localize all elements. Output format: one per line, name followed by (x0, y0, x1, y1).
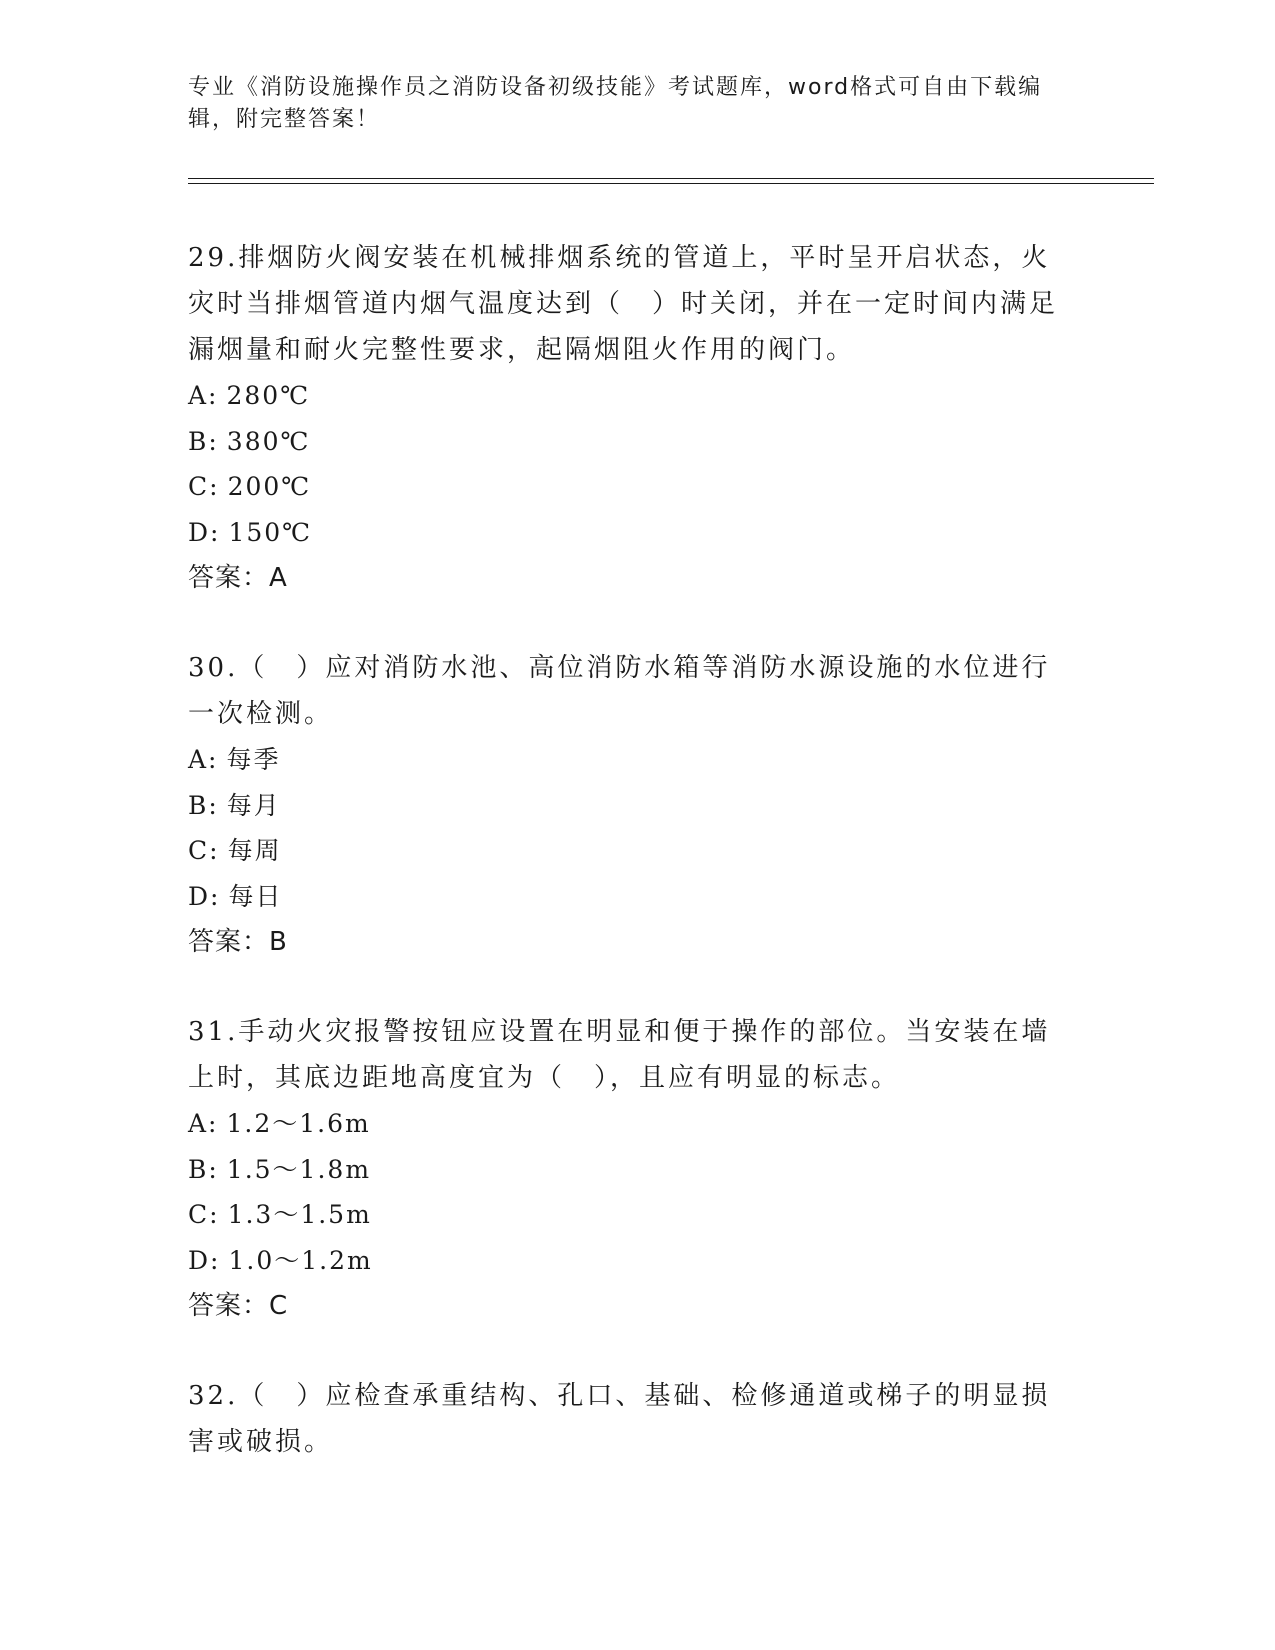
option-letter: A: (188, 1109, 219, 1138)
option-text: 每日 (228, 881, 283, 911)
option-letter: C: (188, 472, 220, 501)
option-letter: C: (188, 1200, 220, 1229)
answer-line: 答案：C (188, 1291, 289, 1321)
option-letter: D: (188, 517, 221, 547)
option-d (188, 510, 1078, 556)
question-stem: 31.手动火灾报警按钮应设置在明显和便于操作的部位。当安装在墙上时，其底边距地高度宜为（ ），且应有明显的标志。 (188, 1017, 1051, 1093)
question-29 (188, 235, 1078, 601)
option-text: 150℃ (228, 517, 313, 547)
option-text: 1.3～1.5m (227, 1200, 372, 1229)
option-d (188, 874, 1078, 920)
question-stem: 32.（ ）应检查承重结构、孔口、基础、检修通道或梯子的明显损害或破损。 (188, 1381, 1051, 1457)
option-text: 每季 (226, 745, 281, 774)
option-a (188, 1101, 1078, 1147)
option-text: 每月 (226, 790, 281, 820)
option-letter: A: (188, 745, 219, 774)
question-stem: 30.（ ）应对消防水池、高位消防水箱等消防水源设施的水位进行一次检测。 (188, 653, 1051, 729)
option-c (188, 464, 1078, 510)
option-text: 每周 (227, 836, 282, 865)
question-30 (188, 645, 1078, 965)
option-letter: B: (188, 790, 219, 820)
option-c (188, 828, 1078, 874)
option-letter: B: (188, 1154, 219, 1184)
option-text: 1.2～1.6m (226, 1109, 371, 1138)
option-c (188, 1192, 1078, 1238)
option-b (188, 1147, 1078, 1193)
option-letter: B: (188, 426, 219, 456)
option-b (188, 419, 1078, 465)
option-text: 200℃ (227, 472, 312, 501)
question-31 (188, 1009, 1078, 1329)
option-text: 1.0～1.2m (228, 1245, 373, 1275)
document-header: 专业《消防设施操作员之消防设备初级技能》考试题库，word格式可自由下载编辑，附完整答案！ (188, 75, 1043, 132)
option-letter: D: (188, 1245, 221, 1275)
header-rule-bottom (188, 183, 1154, 184)
question-32 (188, 1373, 1078, 1465)
option-letter: C: (188, 836, 220, 865)
answer-line: 答案：B (188, 927, 288, 957)
header-rule-top (188, 178, 1154, 179)
option-letter: D: (188, 881, 221, 911)
option-letter: A: (188, 381, 219, 410)
question-list (188, 235, 1078, 1509)
option-b (188, 783, 1078, 829)
option-text: 280℃ (226, 381, 311, 410)
option-a (188, 373, 1078, 419)
option-text: 380℃ (226, 426, 311, 456)
question-stem: 29.排烟防火阀安装在机械排烟系统的管道上，平时呈开启状态，火灾时当排烟管道内烟气温度达到（ ）时关闭，并在一定时间内满足漏烟量和耐火完整性要求，起隔烟阻火作用的阀门。 (188, 243, 1059, 365)
option-text: 1.5～1.8m (226, 1154, 372, 1184)
option-a (188, 737, 1078, 783)
answer-line: 答案：A (188, 563, 288, 593)
option-d (188, 1238, 1078, 1284)
